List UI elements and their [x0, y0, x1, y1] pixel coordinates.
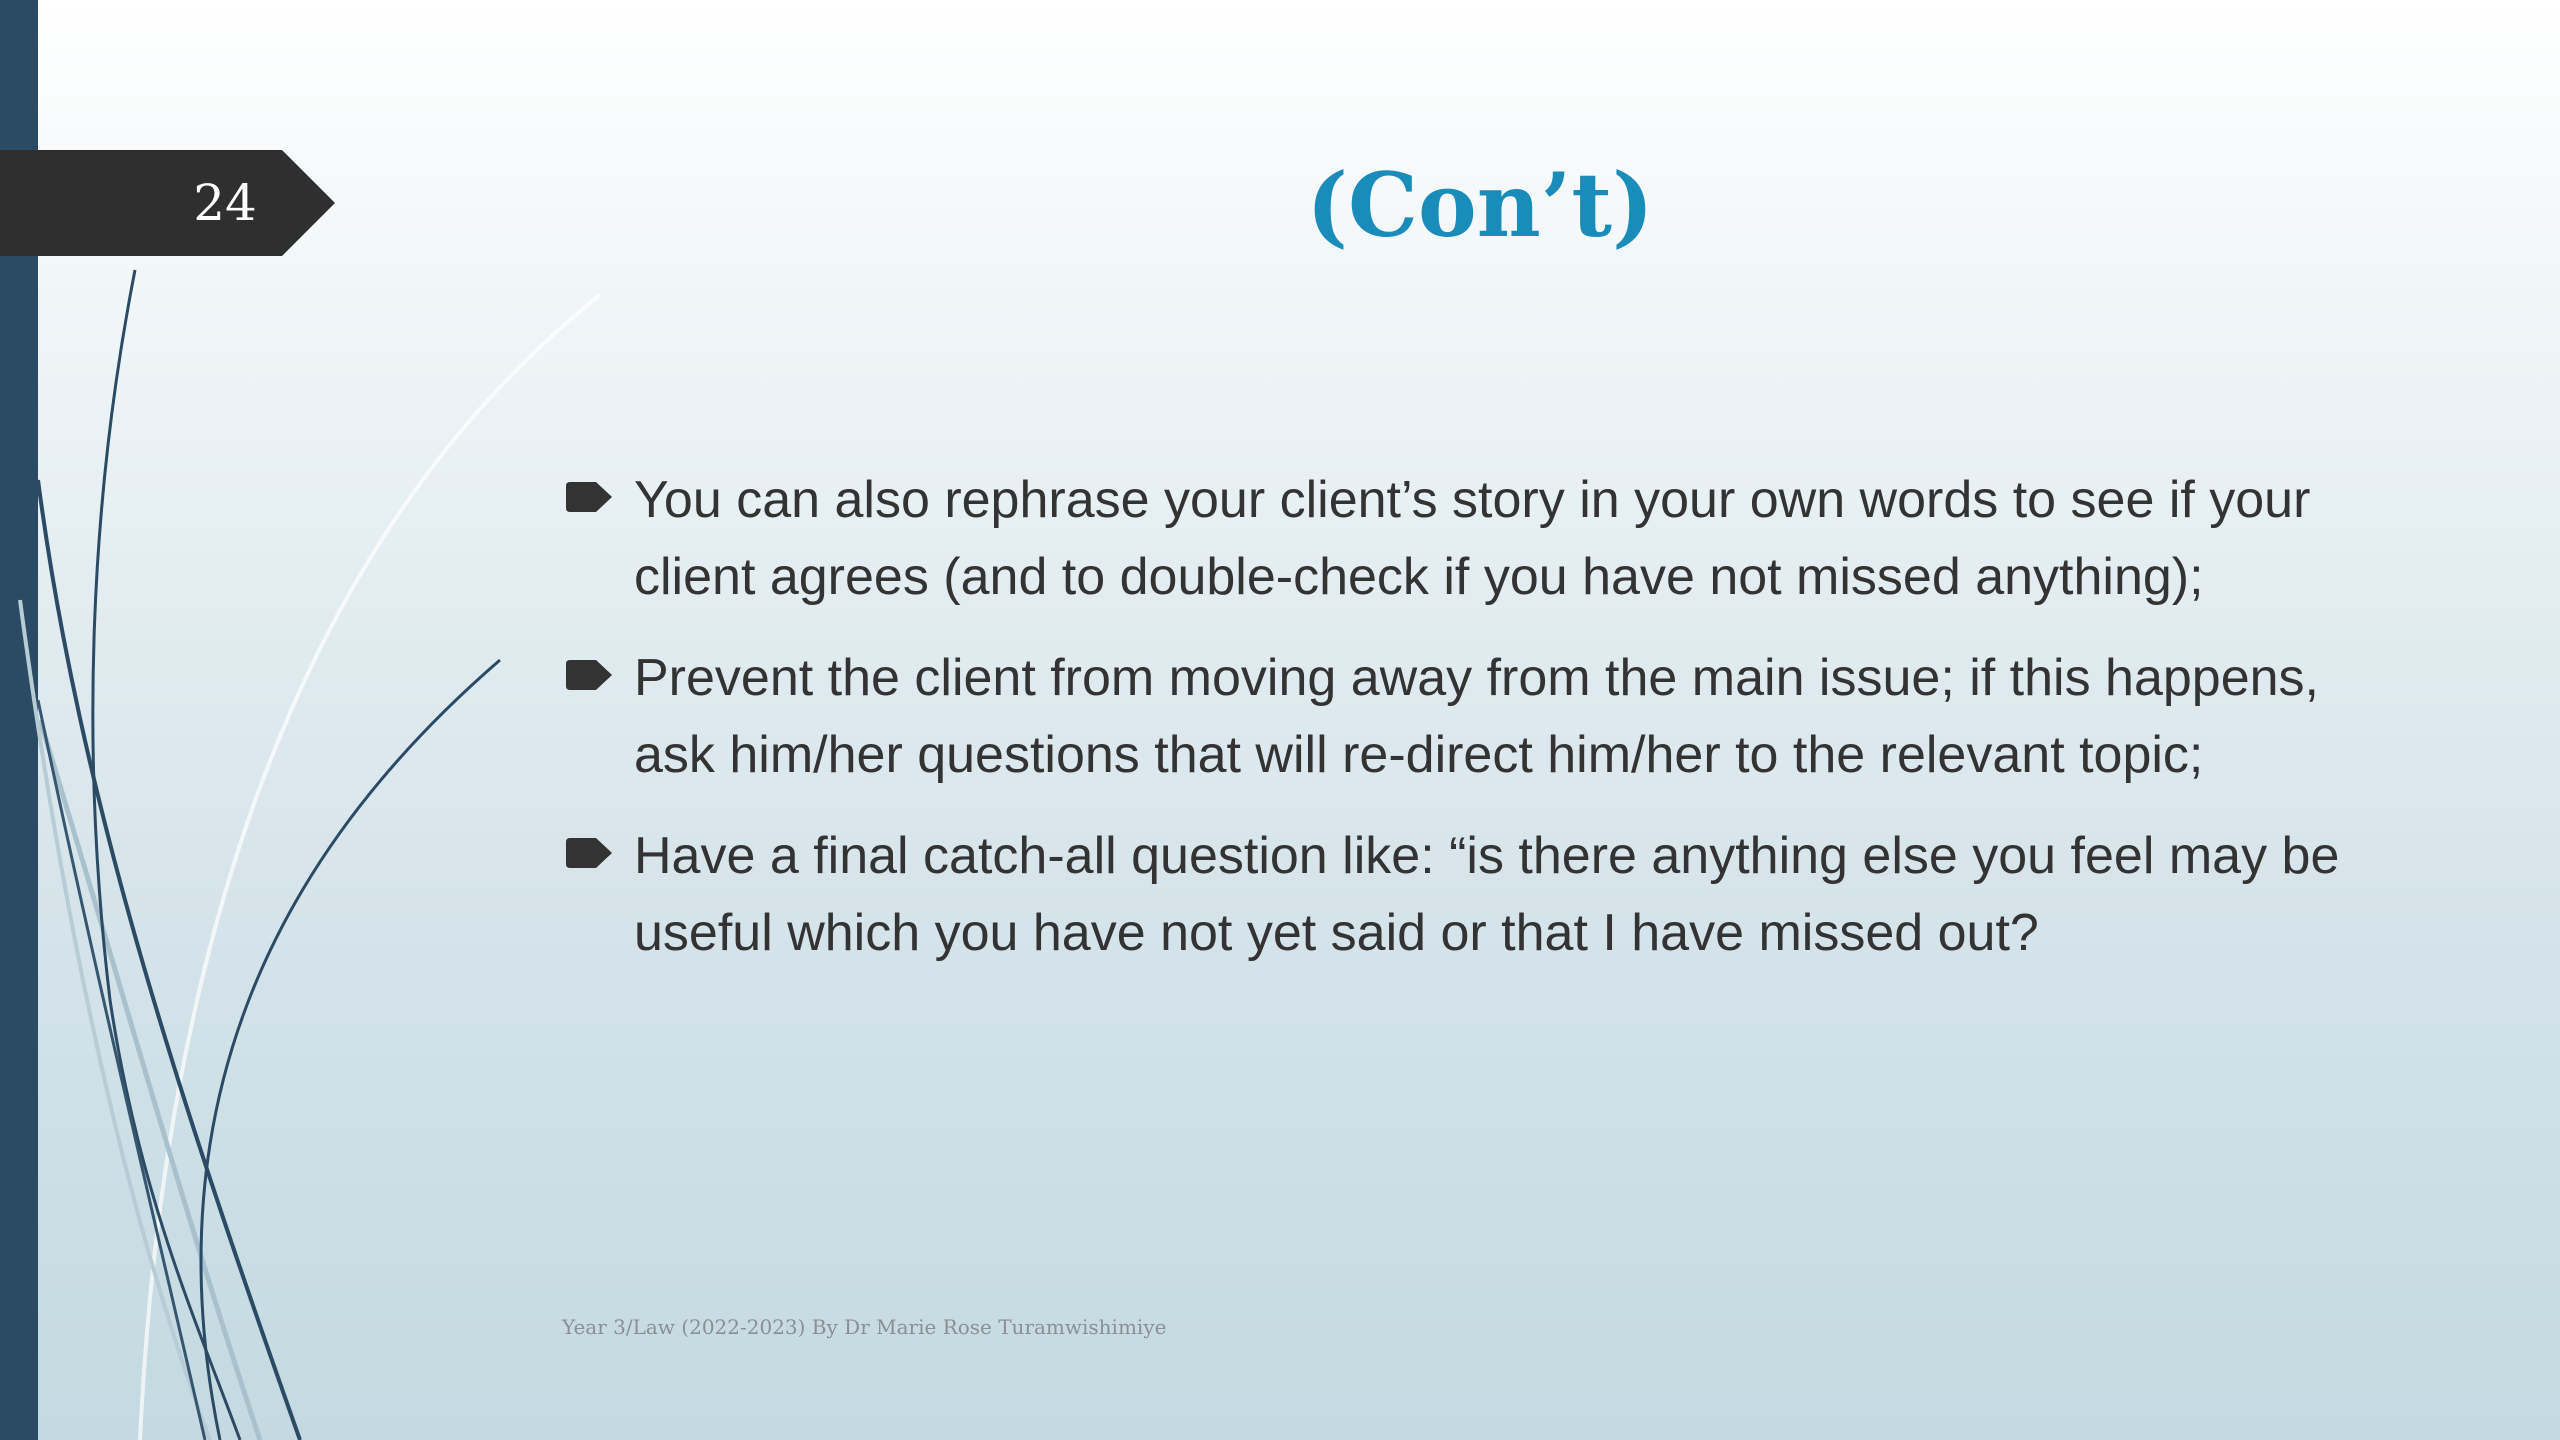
bullet-text: Have a final catch-all question like: “is there anything else you feel may be useful which you have not yet said or that I have missed out? [634, 827, 2340, 962]
arrow-bullet-icon [564, 480, 614, 514]
arrow-bullet-icon [564, 658, 614, 692]
swoosh-light-3 [20, 600, 210, 1440]
bullet-item [560, 818, 2400, 972]
bullet-text: Prevent the client from moving away from the main issue; if this happens, ask him/her questions that will re-direct him/her to the relevant topic; [634, 649, 2319, 784]
bullet-item [560, 640, 2400, 794]
bullet-item [560, 462, 2400, 616]
swoosh-dark-3 [201, 660, 500, 1440]
slide-title: (Con’t) [1306, 153, 1654, 257]
slide-footer: Year 3/Law (2022-2023) By Dr Marie Rose Turamwishimiye [562, 1315, 1167, 1339]
page-number-tab [0, 150, 335, 256]
swoosh-light-2 [40, 720, 260, 1440]
bullet-list [560, 462, 2400, 996]
arrow-bullet-icon [564, 836, 614, 870]
swoosh-light-1 [140, 295, 600, 1440]
page-number: 24 [193, 174, 257, 232]
bullet-text: You can also rephrase your client’s story in your own words to see if your client agrees (and to double-check if you have not missed anything); [634, 471, 2311, 606]
